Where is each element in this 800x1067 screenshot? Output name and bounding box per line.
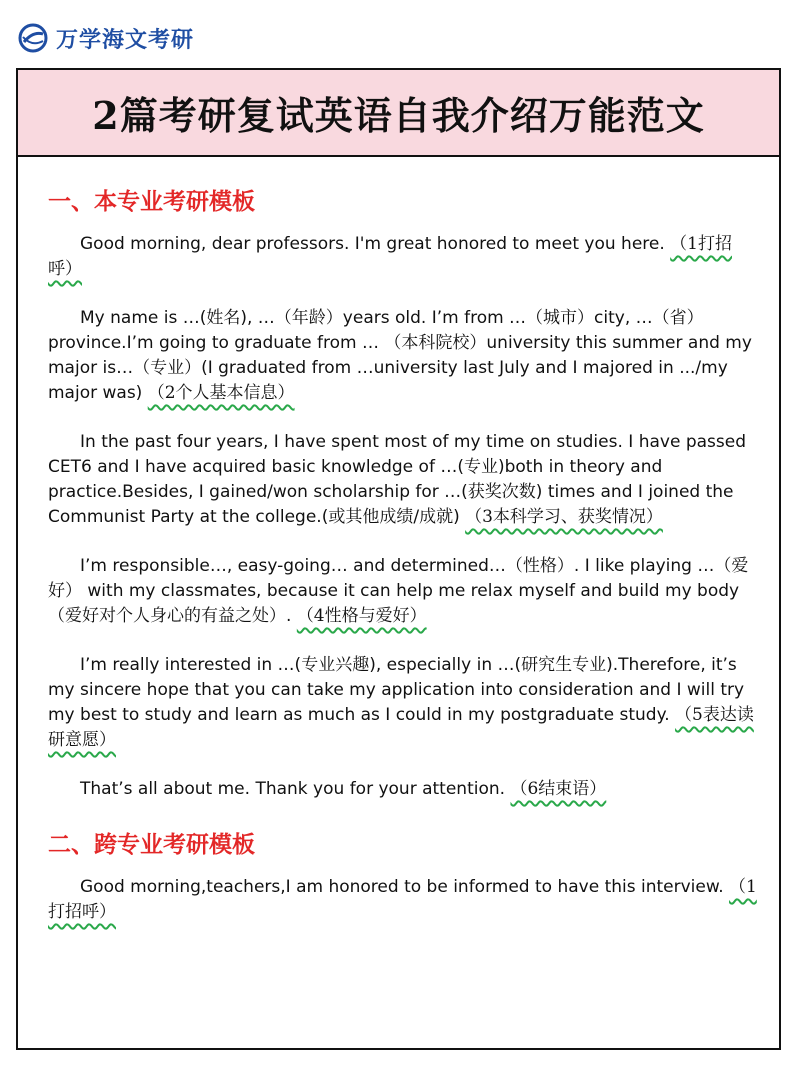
brand-logo	[18, 18, 194, 58]
paragraph-greeting-cross	[48, 875, 757, 925]
section-heading-cross-major: 二、跨专业考研模板	[48, 831, 255, 858]
title-bar	[18, 70, 779, 157]
paragraph-note: （4性格与爱好）	[296, 606, 427, 626]
paragraph-text: My name is …(姓名), …（年龄）years old. I’m from …（城市）city, …（省） province.I’m going to graduate from … （本科院校）university this summer and my major is…（专业）(I graduated from …university last July and I majored in .../my major was)	[48, 308, 752, 403]
paragraph-note: （1打招呼）	[48, 234, 732, 279]
brand-globe-icon	[18, 23, 48, 53]
paragraph-text: In the past four years, I have spent most of my time on studies. I have passed CET6 and I have acquired basic knowledge of …(专业)both in theory and practice.Besides, I gained/won scholarship for …(获奖次数) times and I joined the Communist Party at the college.(或其他成绩/成就)	[48, 432, 746, 527]
paragraph-text: Good morning, dear professors. I'm great honored to meet you here.	[80, 234, 671, 254]
brand-name: 万学海文考研	[56, 27, 195, 53]
paragraph-personality-hobby	[48, 554, 757, 629]
paragraph-text: I’m really interested in …(专业兴趣), especially in …(研究生专业).Therefore, it’s my sincere hope that you can take my application into consideration and I will try my best to study and learn as much as I could in my postgraduate study.	[48, 655, 745, 725]
paragraph-note: （3本科学习、获奖情况）	[465, 507, 663, 527]
paragraph-note: （5表达读研意愿）	[48, 705, 754, 750]
paragraph-closing	[48, 777, 757, 802]
section-heading-same-major: 一、本专业考研模板	[48, 188, 255, 215]
document-frame	[16, 68, 781, 1050]
paragraph-greeting	[48, 232, 757, 282]
paragraph-text: I’m responsible…, easy-going… and determined…（性格）. I like playing …（爱好） with my classmates, because it can help me relax myself and build my body（爱好对个人身心的有益之处）.	[48, 556, 749, 626]
paragraph-basic-info	[48, 306, 757, 406]
paragraph-note: （6结束语）	[510, 779, 607, 799]
paragraph-intention	[48, 653, 757, 753]
paragraph-note: （2个人基本信息）	[147, 383, 295, 403]
paragraph-note: （1打招呼）	[48, 877, 757, 922]
paragraph-study-awards	[48, 430, 757, 530]
paragraph-text: Good morning,teachers,I am honored to be informed to have this interview.	[80, 877, 730, 897]
document-content	[18, 157, 779, 925]
document-title: 2篇考研复试英语自我介绍万能范文	[92, 93, 705, 138]
paragraph-text: That’s all about me. Thank you for your attention.	[80, 779, 511, 799]
